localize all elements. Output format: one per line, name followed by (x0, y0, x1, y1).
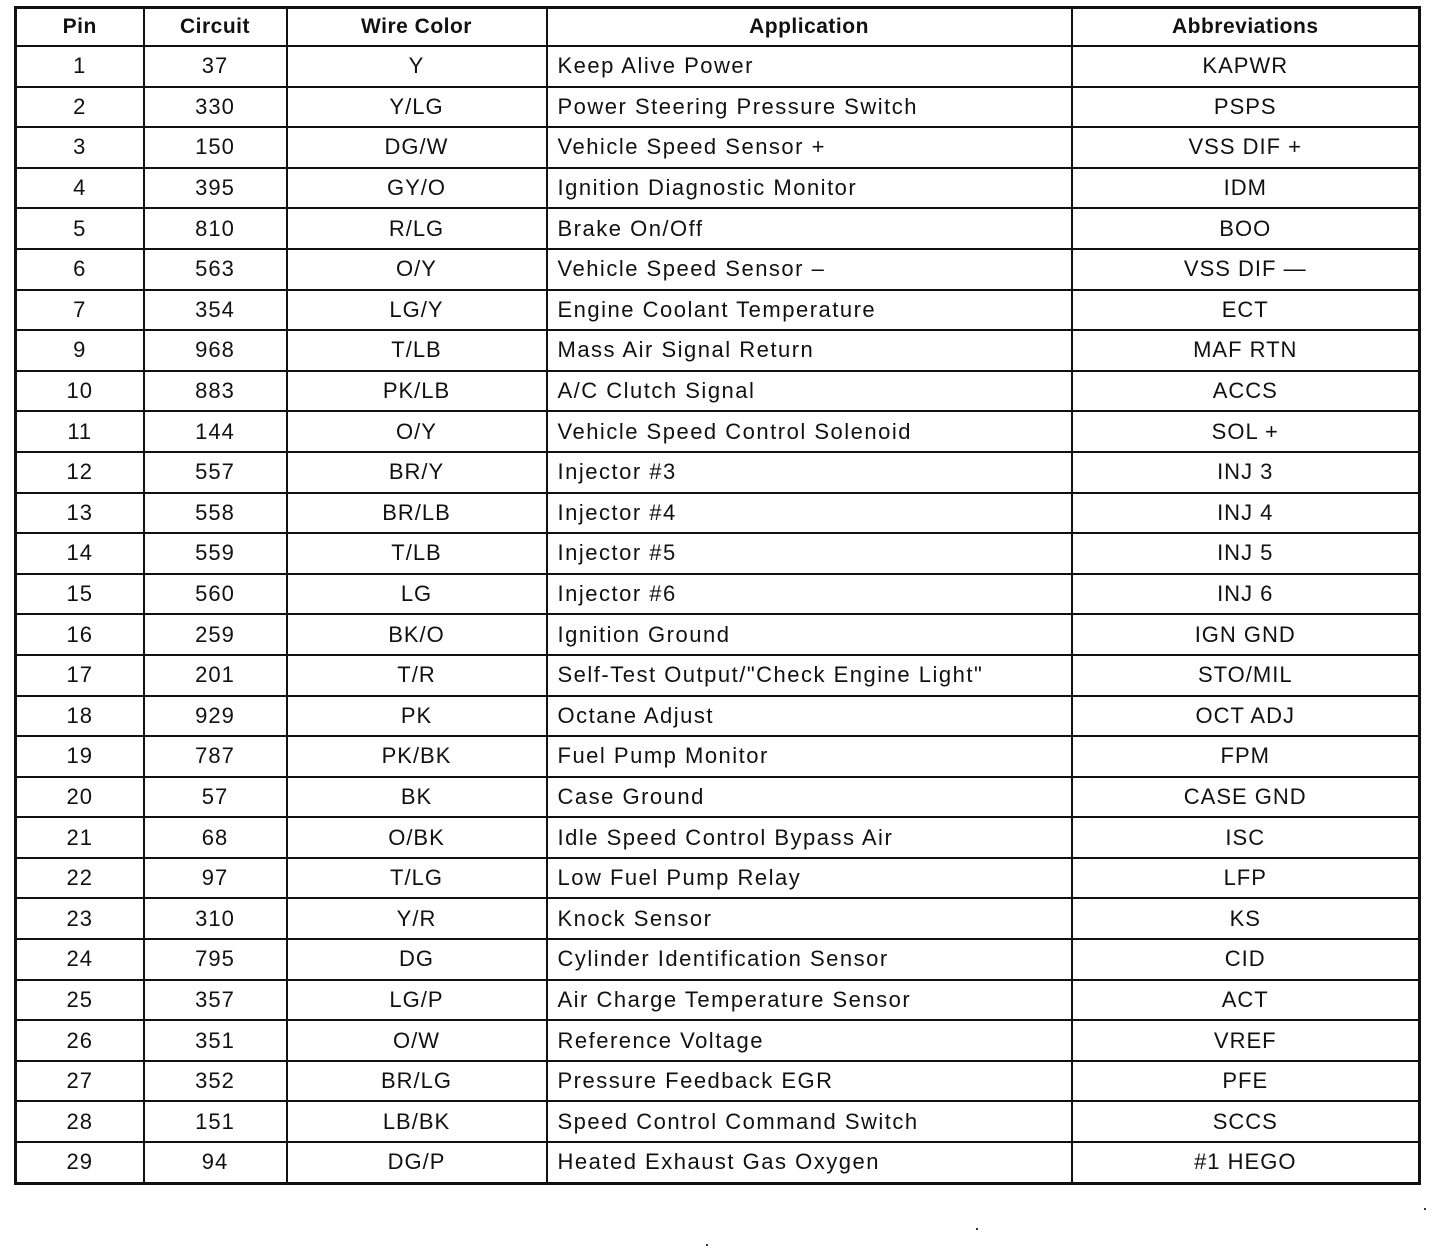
cell-pin: 17 (16, 655, 144, 696)
cell-circuit: 883 (144, 371, 287, 412)
table-row (16, 655, 1420, 696)
table-row (16, 411, 1420, 452)
cell-pin: 15 (16, 574, 144, 615)
cell-circuit: 559 (144, 533, 287, 574)
cell-wire-color: PK (287, 696, 547, 737)
cell-abbreviation: IDM (1072, 168, 1420, 209)
cell-application: Air Charge Temperature Sensor (547, 980, 1072, 1021)
cell-circuit: 357 (144, 980, 287, 1021)
cell-circuit: 310 (144, 898, 287, 939)
header-pin: Pin (16, 8, 144, 47)
cell-wire-color: DG/P (287, 1142, 547, 1183)
cell-circuit: 94 (144, 1142, 287, 1183)
cell-pin: 18 (16, 696, 144, 737)
cell-circuit: 787 (144, 736, 287, 777)
cell-wire-color: BK/O (287, 614, 547, 655)
cell-application: Injector #6 (547, 574, 1072, 615)
table-row (16, 1020, 1420, 1061)
header-circuit: Circuit (144, 8, 287, 47)
scan-speck (976, 1228, 978, 1230)
cell-circuit: 395 (144, 168, 287, 209)
cell-wire-color: BK (287, 777, 547, 818)
cell-abbreviation: VSS DIF + (1072, 127, 1420, 168)
cell-circuit: 354 (144, 290, 287, 331)
cell-circuit: 57 (144, 777, 287, 818)
table-row (16, 452, 1420, 493)
cell-wire-color: LG/P (287, 980, 547, 1021)
scan-speck (1424, 1208, 1426, 1210)
cell-abbreviation: MAF RTN (1072, 330, 1420, 371)
cell-abbreviation: INJ 3 (1072, 452, 1420, 493)
cell-pin: 11 (16, 411, 144, 452)
cell-pin: 7 (16, 290, 144, 331)
cell-abbreviation: OCT ADJ (1072, 696, 1420, 737)
header-abbreviations: Abbreviations (1072, 8, 1420, 47)
cell-circuit: 151 (144, 1101, 287, 1142)
table-row (16, 208, 1420, 249)
cell-pin: 23 (16, 898, 144, 939)
cell-pin: 9 (16, 330, 144, 371)
cell-wire-color: LB/BK (287, 1101, 547, 1142)
cell-pin: 10 (16, 371, 144, 412)
cell-application: Self-Test Output/"Check Engine Light" (547, 655, 1072, 696)
cell-wire-color: PK/BK (287, 736, 547, 777)
cell-wire-color: T/LB (287, 330, 547, 371)
cell-pin: 12 (16, 452, 144, 493)
cell-pin: 26 (16, 1020, 144, 1061)
cell-circuit: 97 (144, 858, 287, 899)
cell-pin: 2 (16, 87, 144, 128)
cell-wire-color: O/Y (287, 249, 547, 290)
cell-abbreviation: BOO (1072, 208, 1420, 249)
header-row (16, 8, 1420, 47)
cell-abbreviation: VSS DIF — (1072, 249, 1420, 290)
table-row (16, 939, 1420, 980)
cell-application: Reference Voltage (547, 1020, 1072, 1061)
table-row (16, 493, 1420, 534)
cell-wire-color: LG (287, 574, 547, 615)
table-row (16, 1101, 1420, 1142)
cell-circuit: 810 (144, 208, 287, 249)
cell-circuit: 330 (144, 87, 287, 128)
cell-pin: 25 (16, 980, 144, 1021)
cell-wire-color: T/R (287, 655, 547, 696)
cell-application: Heated Exhaust Gas Oxygen (547, 1142, 1072, 1183)
cell-circuit: 795 (144, 939, 287, 980)
cell-wire-color: T/LG (287, 858, 547, 899)
cell-abbreviation: ACCS (1072, 371, 1420, 412)
cell-application: Cylinder Identification Sensor (547, 939, 1072, 980)
table-row (16, 777, 1420, 818)
cell-wire-color: O/Y (287, 411, 547, 452)
cell-application: Engine Coolant Temperature (547, 290, 1072, 331)
cell-circuit: 259 (144, 614, 287, 655)
scan-speck (706, 1244, 708, 1246)
table-row (16, 127, 1420, 168)
cell-application: Vehicle Speed Sensor – (547, 249, 1072, 290)
cell-wire-color: PK/LB (287, 371, 547, 412)
cell-wire-color: Y/R (287, 898, 547, 939)
cell-application: Brake On/Off (547, 208, 1072, 249)
cell-circuit: 150 (144, 127, 287, 168)
cell-application: Speed Control Command Switch (547, 1101, 1072, 1142)
cell-abbreviation: CID (1072, 939, 1420, 980)
table-row (16, 1142, 1420, 1183)
table-row (16, 574, 1420, 615)
cell-circuit: 563 (144, 249, 287, 290)
table-row (16, 1061, 1420, 1102)
table-row (16, 817, 1420, 858)
table-body (16, 46, 1420, 1183)
cell-application: Low Fuel Pump Relay (547, 858, 1072, 899)
cell-wire-color: DG/W (287, 127, 547, 168)
table-row (16, 168, 1420, 209)
cell-pin: 27 (16, 1061, 144, 1102)
table-row (16, 898, 1420, 939)
cell-pin: 28 (16, 1101, 144, 1142)
cell-application: Keep Alive Power (547, 46, 1072, 87)
cell-wire-color: T/LB (287, 533, 547, 574)
table-row (16, 87, 1420, 128)
cell-application: Power Steering Pressure Switch (547, 87, 1072, 128)
cell-abbreviation: SOL + (1072, 411, 1420, 452)
cell-abbreviation: INJ 5 (1072, 533, 1420, 574)
cell-wire-color: R/LG (287, 208, 547, 249)
cell-circuit: 144 (144, 411, 287, 452)
cell-abbreviation: LFP (1072, 858, 1420, 899)
cell-application: Case Ground (547, 777, 1072, 818)
table-row (16, 330, 1420, 371)
cell-abbreviation: STO/MIL (1072, 655, 1420, 696)
cell-application: Idle Speed Control Bypass Air (547, 817, 1072, 858)
cell-application: Ignition Diagnostic Monitor (547, 168, 1072, 209)
cell-circuit: 37 (144, 46, 287, 87)
cell-application: Fuel Pump Monitor (547, 736, 1072, 777)
cell-wire-color: DG (287, 939, 547, 980)
pin-assignment-table (14, 6, 1421, 1185)
cell-circuit: 560 (144, 574, 287, 615)
cell-application: Injector #3 (547, 452, 1072, 493)
table-row (16, 46, 1420, 87)
cell-pin: 4 (16, 168, 144, 209)
cell-wire-color: LG/Y (287, 290, 547, 331)
table-row (16, 614, 1420, 655)
cell-pin: 29 (16, 1142, 144, 1183)
table-row (16, 980, 1420, 1021)
cell-circuit: 68 (144, 817, 287, 858)
cell-wire-color: Y (287, 46, 547, 87)
cell-application: A/C Clutch Signal (547, 371, 1072, 412)
cell-pin: 5 (16, 208, 144, 249)
cell-circuit: 201 (144, 655, 287, 696)
cell-application: Vehicle Speed Control Solenoid (547, 411, 1072, 452)
header-wire-color: Wire Color (287, 8, 547, 47)
cell-application: Octane Adjust (547, 696, 1072, 737)
cell-abbreviation: VREF (1072, 1020, 1420, 1061)
table-row (16, 533, 1420, 574)
cell-abbreviation: PFE (1072, 1061, 1420, 1102)
cell-circuit: 968 (144, 330, 287, 371)
table-row (16, 290, 1420, 331)
cell-circuit: 929 (144, 696, 287, 737)
cell-application: Mass Air Signal Return (547, 330, 1072, 371)
cell-wire-color: O/BK (287, 817, 547, 858)
cell-circuit: 351 (144, 1020, 287, 1061)
cell-wire-color: BR/LB (287, 493, 547, 534)
cell-wire-color: O/W (287, 1020, 547, 1061)
cell-wire-color: BR/Y (287, 452, 547, 493)
cell-application: Injector #5 (547, 533, 1072, 574)
cell-pin: 22 (16, 858, 144, 899)
cell-application: Vehicle Speed Sensor + (547, 127, 1072, 168)
table-row (16, 249, 1420, 290)
cell-pin: 14 (16, 533, 144, 574)
cell-abbreviation: #1 HEGO (1072, 1142, 1420, 1183)
cell-abbreviation: KAPWR (1072, 46, 1420, 87)
cell-abbreviation: ISC (1072, 817, 1420, 858)
cell-application: Knock Sensor (547, 898, 1072, 939)
cell-application: Injector #4 (547, 493, 1072, 534)
cell-abbreviation: SCCS (1072, 1101, 1420, 1142)
cell-wire-color: Y/LG (287, 87, 547, 128)
cell-application: Ignition Ground (547, 614, 1072, 655)
cell-circuit: 558 (144, 493, 287, 534)
cell-abbreviation: INJ 4 (1072, 493, 1420, 534)
cell-pin: 19 (16, 736, 144, 777)
cell-abbreviation: CASE GND (1072, 777, 1420, 818)
cell-application: Pressure Feedback EGR (547, 1061, 1072, 1102)
cell-wire-color: BR/LG (287, 1061, 547, 1102)
table-row (16, 371, 1420, 412)
cell-pin: 24 (16, 939, 144, 980)
cell-pin: 13 (16, 493, 144, 534)
table-row (16, 858, 1420, 899)
cell-abbreviation: ECT (1072, 290, 1420, 331)
cell-pin: 1 (16, 46, 144, 87)
cell-circuit: 352 (144, 1061, 287, 1102)
cell-abbreviation: ACT (1072, 980, 1420, 1021)
cell-abbreviation: IGN GND (1072, 614, 1420, 655)
table-row (16, 696, 1420, 737)
cell-pin: 6 (16, 249, 144, 290)
cell-pin: 20 (16, 777, 144, 818)
cell-pin: 16 (16, 614, 144, 655)
cell-abbreviation: FPM (1072, 736, 1420, 777)
cell-pin: 21 (16, 817, 144, 858)
cell-circuit: 557 (144, 452, 287, 493)
cell-abbreviation: KS (1072, 898, 1420, 939)
cell-abbreviation: INJ 6 (1072, 574, 1420, 615)
cell-wire-color: GY/O (287, 168, 547, 209)
table-row (16, 736, 1420, 777)
cell-abbreviation: PSPS (1072, 87, 1420, 128)
header-application: Application (547, 8, 1072, 47)
cell-pin: 3 (16, 127, 144, 168)
